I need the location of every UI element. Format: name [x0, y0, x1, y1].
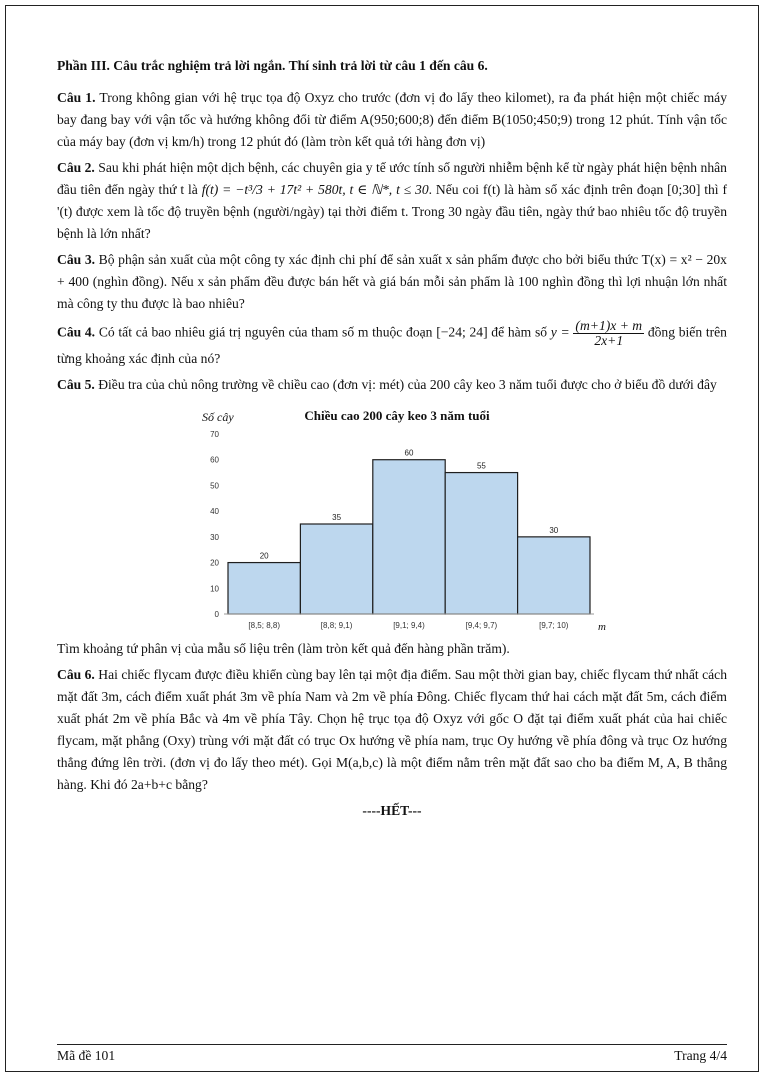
question-text: Hai chiếc flycam được điều khiển cùng bay lên tại một địa điểm. Sau một thời gian bay, chiếc flycam thứ nhất cách mặt đất 3m, cách điểm xuất phát 3m về phía Nam và 2m về phía Đông. Chiếc flycam thứ hai cách mặt đất 5m, cách điểm xuất phát 2m về phía Bắc và 4m về phía Tây. Chọn hệ trục tọa độ Oxyz với gốc O đặt tại điểm xuất phát của hai chiếc flycam, mặt phẳng (Oxy) trùng với mặt đất có trục Ox hướng về phía nam, trục Oy hướng về phía đông và trục Oz hướng thẳng đứng lên trời. (đơn vị đo lấy theo mét). Gọi M(a,b,c) là một điểm nằm trên mặt đất sao cho ba điểm M, A, B thẳng hàng. Khi đó 2a+b+c bằng?: [57, 667, 727, 792]
question-text: Có tất cả bao nhiêu giá trị nguyên của tham số m thuộc đoạn [−24; 24] để hàm số: [98, 324, 548, 340]
x-tick-label: [9,7; 10): [539, 621, 569, 630]
y-tick-label: 70: [210, 430, 219, 439]
histogram-chart: [57, 400, 727, 638]
question-label: Câu 4.: [57, 324, 96, 340]
question-label: Câu 6.: [57, 667, 95, 682]
document-body: [57, 55, 727, 822]
question-label: Câu 3.: [57, 252, 96, 267]
x-tick-label: [9,4; 9,7): [465, 621, 498, 630]
question-label: Câu 5.: [57, 377, 95, 392]
question-5: [57, 374, 727, 396]
question-text: đồng biến trên từng khoảng xác định của nó?: [57, 324, 727, 366]
question-label: Câu 2.: [57, 160, 95, 175]
y-tick-label: 20: [210, 558, 219, 568]
x-tick-label: [8,8; 9,1): [320, 621, 353, 630]
formula-lhs: y =: [550, 324, 570, 340]
bar-data-label: 35: [332, 513, 342, 522]
histogram-bar: [300, 524, 372, 614]
question-3: [57, 249, 727, 315]
histogram-bar: [228, 563, 300, 614]
question-1: [57, 87, 727, 153]
y-tick-label: 50: [210, 481, 219, 491]
bar-data-label: 60: [404, 448, 414, 458]
end-mark: ----HẾT---: [362, 803, 422, 818]
histogram-bar: [518, 537, 590, 614]
question-2: [57, 157, 727, 245]
fraction-numerator: (m+1)x + m: [575, 318, 643, 333]
question-text: Sau khi phát hiện một dịch bệnh, các chuyên gia y tế ước tính số người nhiễm bệnh kể từ ngày phát hiện bệnh nhân đầu tiên đến ngày thứ t là: [57, 160, 727, 197]
y-tick-label: 0: [214, 610, 219, 619]
histogram-bar: [445, 473, 517, 614]
bar-data-label: 30: [549, 525, 559, 535]
y-axis-label: Số cây: [202, 410, 234, 424]
x-axis-label: m: [598, 621, 606, 633]
exam-code: Mã đề 101: [57, 1048, 116, 1063]
y-tick-label: 60: [210, 455, 219, 465]
x-tick-label: [8,5; 8,8): [248, 621, 280, 630]
page-number: Trang 4/4: [674, 1048, 727, 1063]
y-tick-label: 30: [210, 532, 219, 542]
fraction-denominator: 2x+1: [594, 333, 624, 348]
question-text: . Nếu coi f(t) là hàm số xác định trên đoạn [0;30] thì f '(t) được xem là tốc độ truyền bệnh (người/ngày) tại thời điểm t. Trong 30 ngày đầu tiên, ngày thứ bao nhiêu tốc độ truyền bệnh là lớn nhất?: [57, 182, 727, 241]
section-title: Phần III. Câu trắc nghiệm trả lời ngắn. Thí sinh trả lời từ câu 1 đến câu 6.: [57, 58, 488, 73]
question-5-followup: Tìm khoảng tứ phân vị của mẫu số liệu trên (làm tròn kết quả đến hàng phần trăm).: [57, 641, 510, 656]
histogram-svg: [57, 400, 727, 638]
bar-data-label: 20: [259, 551, 269, 561]
question-text: Trong không gian với hệ trục tọa độ Oxyz cho trước (đơn vị đo lấy theo kilomet), ra đa phát hiện một chiếc máy bay đang bay với vận tốc và hướng không đổi từ điểm A(950;600;8) đến điểm B(1050;450;9) trong 12 phút. Tính vận tốc của máy bay (đơn vị km/h) trong 12 phút đó (làm tròn kết quả tới hàng đơn vị): [57, 90, 727, 149]
histogram-bar: [373, 460, 445, 614]
y-tick-label: 40: [210, 507, 219, 517]
formula: f(t) = −t³/3 + 17t² + 580t, t ∈ ℕ*, t ≤ 30: [201, 182, 429, 197]
bar-data-label: 55: [476, 461, 486, 471]
fraction: [573, 319, 644, 348]
question-label: Câu 1.: [57, 90, 96, 105]
chart-title: Chiều cao 200 cây keo 3 năm tuổi: [304, 408, 490, 423]
question-text: Bộ phận sản xuất của một công ty xác định chi phí để sản xuất x sản phẩm được cho bởi biểu thức T(x) = x² − 20x + 400 (nghìn đồng). Nếu x sản phẩm đều được bán hết và giá bán mỗi sản phẩm là 100 nghìn đồng thì lợi nhuận lớn nhất mà công ty thu được là bao nhiêu?: [57, 252, 727, 311]
page-footer: [57, 1044, 727, 1069]
question-text: Điều tra của chủ nông trường về chiều cao (đơn vị: mét) của 200 cây keo 3 năm tuổi được cho ở biểu đồ dưới đây: [98, 377, 717, 392]
question-6: [57, 664, 727, 796]
y-tick-label: 10: [210, 584, 219, 594]
x-tick-label: [9,1; 9,4): [393, 621, 425, 630]
question-4: [57, 319, 727, 370]
